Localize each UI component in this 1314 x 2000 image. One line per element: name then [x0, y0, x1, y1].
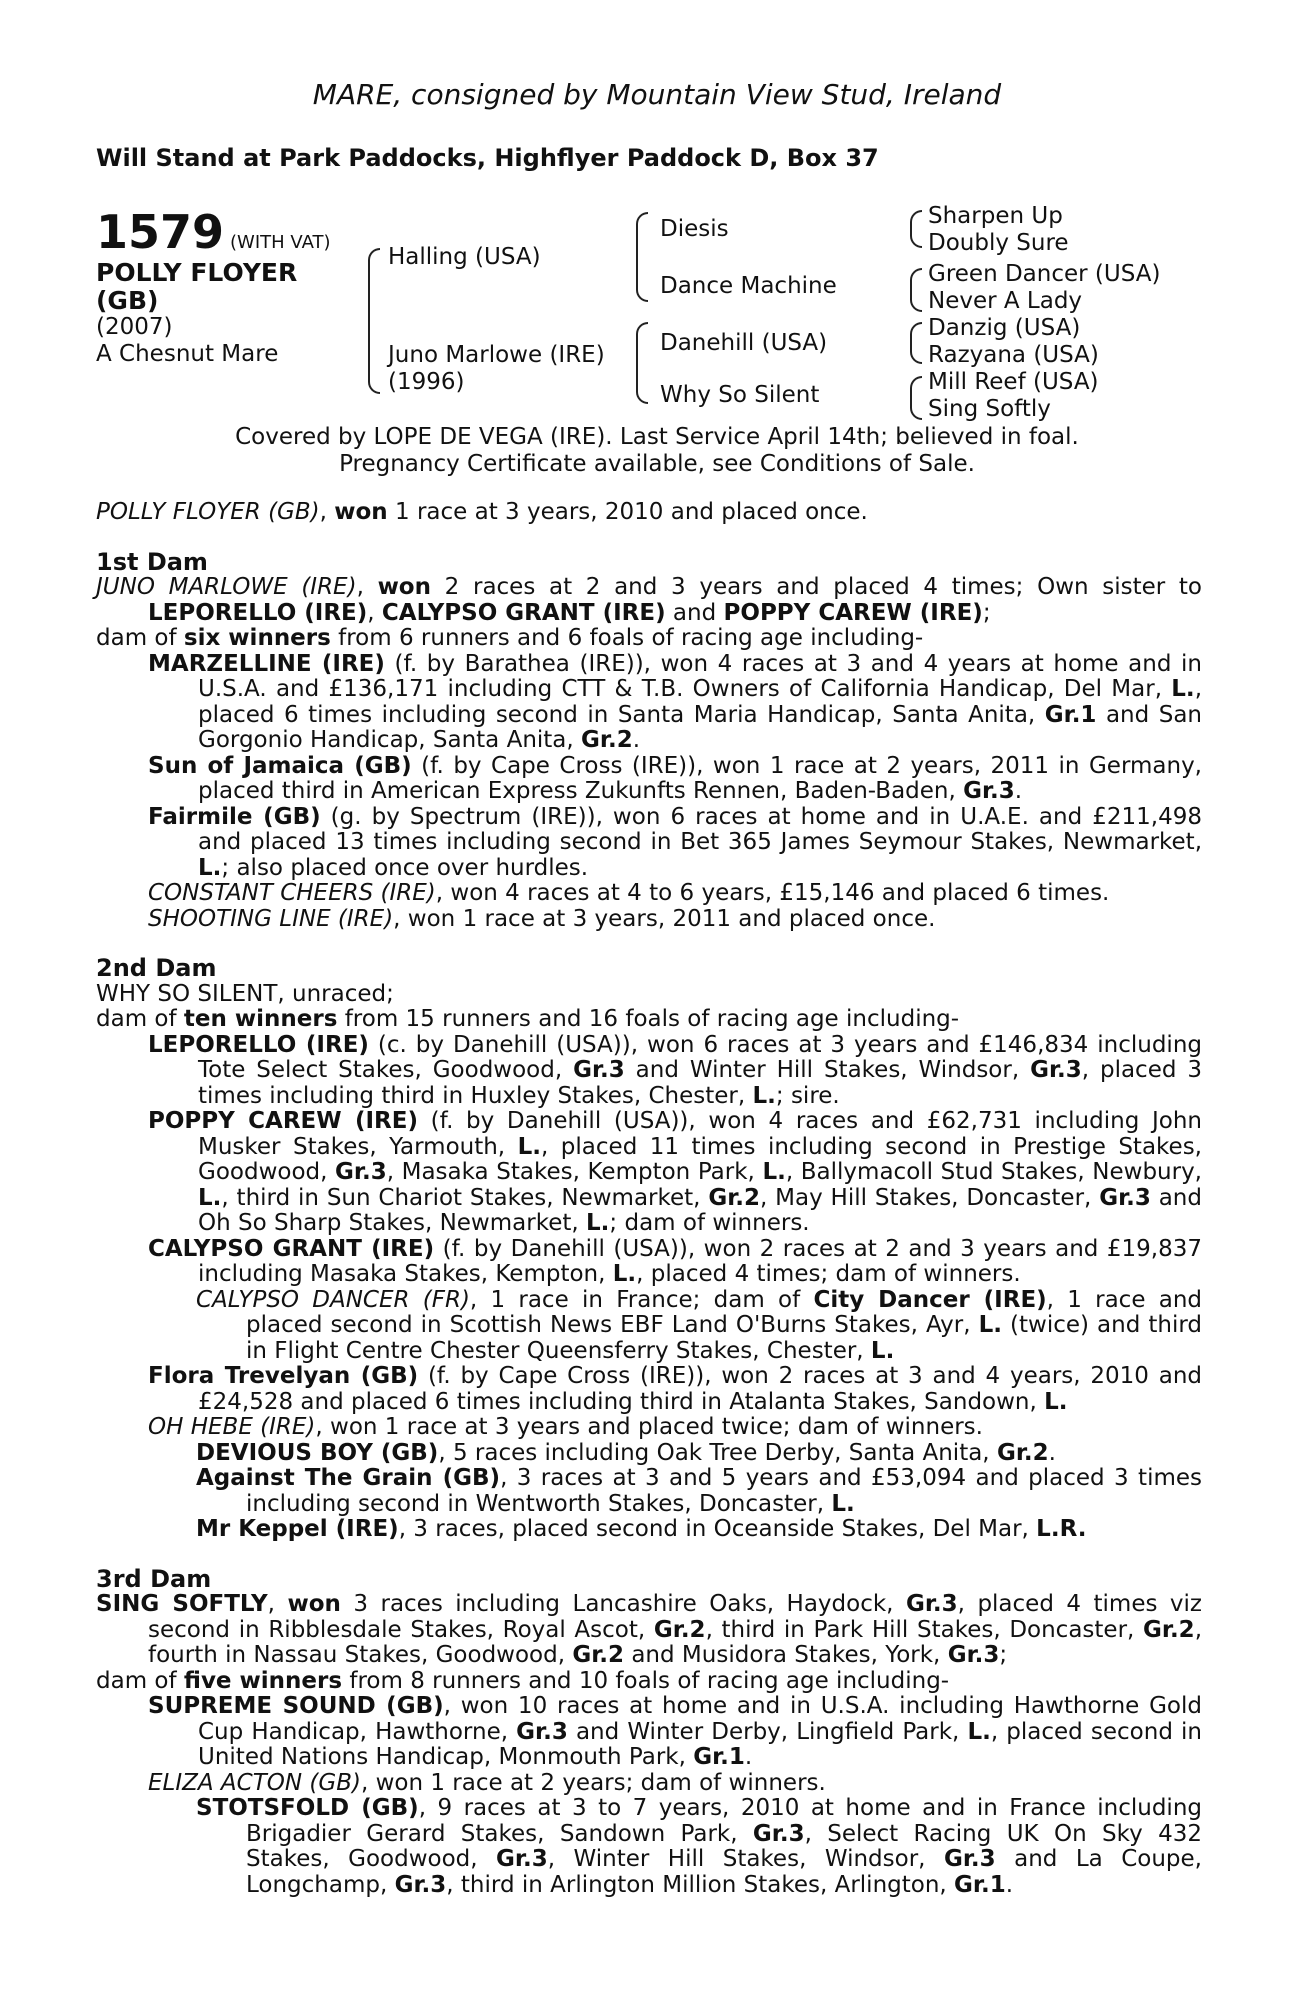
produce-text: .	[1014, 778, 1023, 804]
grandproduce-entry	[96, 1441, 1202, 1467]
sibling-a: LEPORELLO (IRE)	[148, 599, 368, 626]
brace-dam	[636, 322, 648, 404]
pedigree-dam-sire: Danehill (USA)	[660, 330, 828, 356]
pedigree-dam-dam: Why So Silent	[660, 382, 820, 408]
first-dam-name: JUNO MARLOWE (IRE)	[96, 574, 357, 600]
produce-text: ; dam of winners.	[609, 1210, 810, 1236]
race-grade: L.	[198, 1184, 222, 1211]
produce-text: .	[744, 1744, 753, 1770]
pedigree-sdd: Never A Lady	[928, 288, 1083, 314]
first-dam-heading: 1st Dam	[96, 547, 208, 576]
foals-text: from 8 runners and 10 foals of racing age including-	[342, 1667, 950, 1694]
pedigree-dds: Mill Reef (USA)	[928, 369, 1099, 395]
race-grade: L.R.	[1036, 1516, 1087, 1542]
race-grade: Gr.2	[1143, 1616, 1195, 1643]
third-dam-name: SING SOFTLY	[96, 1591, 268, 1617]
produce-name: CALYPSO GRANT (IRE)	[148, 1235, 435, 1262]
pregnancy-line: Pregnancy Certificate available, see Conditions of Sale.	[339, 451, 975, 477]
race-grade: L.	[762, 1159, 786, 1185]
produce-text: , Select Racing UK On Sky 432 Stakes, Goodwood,	[246, 1820, 1202, 1872]
produce-text: and Winter Hill Stakes, Windsor,	[624, 1057, 1031, 1083]
produce-text: .	[1048, 1439, 1056, 1466]
produce-text: (f. by Danehill (USA)), won 2 races at 2 and 3 years and £19,837 including Masaka Stakes, Kempton,	[198, 1235, 1202, 1287]
race-grade: L.	[586, 1210, 610, 1236]
produce-text: , placed 4 times; dam of winners.	[636, 1261, 1021, 1287]
pedigree-ssd: Doubly Sure	[928, 230, 1069, 256]
sep: ,	[267, 1591, 288, 1617]
produce-text: (g. by Spectrum (IRE)), won 6 races at home and in U.A.E. and £211,498 and placed 13 times including second in Bet 365 James Seymour Stakes, Newmarket,	[198, 803, 1202, 855]
sep: ,	[367, 599, 382, 626]
produce-name: City Dancer (IRE)	[813, 1286, 1047, 1313]
produce-entry	[96, 805, 1202, 882]
race-grade: Gr.2	[581, 727, 633, 753]
produce-text: , Ballymacoll Stud Stakes, Newbury,	[785, 1159, 1202, 1185]
produce-name: MARZELLINE (IRE)	[148, 650, 385, 677]
race-grade: L.	[978, 1312, 1002, 1338]
produce-text: , placed 11 times including second in Prestige Stakes, Goodwood,	[198, 1133, 1202, 1185]
race-grade: L.	[831, 1490, 855, 1517]
produce-entry	[96, 652, 1202, 754]
first-dam-text: 2 races at 2 and 3 years and placed 4 times; Own sister to	[431, 574, 1202, 600]
produce-text: and Oh So Sharp Stakes, Newmarket,	[198, 1184, 1202, 1236]
grandproduce-entry	[96, 1796, 1202, 1898]
third-dam-produce-summary	[96, 1669, 1202, 1695]
race-grade: Gr.3	[752, 1820, 805, 1847]
race-grade: Gr.1	[954, 1871, 1006, 1898]
produce-text: ; also placed once over hurdles.	[221, 854, 589, 881]
stand-location: Will Stand at Park Paddocks, Highflyer Paddock D, Box 37	[96, 144, 879, 172]
produce-text: ;	[999, 1642, 1008, 1668]
produce-text: , 5 races including Oak Tree Derby, Santa Anita,	[438, 1439, 997, 1466]
horse-name: POLLY FLOYER	[96, 258, 298, 287]
produce-record	[96, 500, 1202, 1898]
winners-count: five winners	[183, 1667, 343, 1694]
produce-text: , 3 races, placed second in Oceanside Stakes, Del Mar,	[398, 1516, 1037, 1542]
first-dam-won: won	[377, 574, 431, 600]
covering-line: Covered by LOPE DE VEGA (IRE). Last Service April 14th; believed in foal.	[235, 424, 1079, 450]
pedigree-dss: Danzig (USA)	[928, 315, 1081, 341]
sibling-c: POPPY CAREW (IRE)	[723, 599, 983, 626]
race-grade: Gr.3	[394, 1871, 447, 1898]
produce-text: , won 4 races at 4 to 6 years, £15,146 and placed 6 times.	[435, 880, 1110, 906]
produce-entry	[96, 1415, 1202, 1441]
race-grade: L.	[517, 1133, 542, 1160]
produce-text: , Winter Hill Stakes, Windsor,	[547, 1846, 944, 1872]
produce-entry	[96, 754, 1202, 805]
produce-text: , 1 race in France; dam of	[469, 1286, 814, 1313]
race-grade: Gr.3	[1099, 1184, 1151, 1211]
produce-text: (f. by Danehill (USA)), won 4 races and £62,731 including John Musker Stakes, Yarmouth,	[198, 1108, 1202, 1160]
brace-ss	[910, 210, 922, 248]
pedigree-sire-dam: Dance Machine	[660, 273, 837, 299]
pedigree-sss: Sharpen Up	[928, 203, 1063, 229]
pedigree-dsd: Razyana (USA)	[928, 342, 1099, 368]
sibling-b: CALYPSO GRANT (IRE)	[381, 599, 666, 626]
race-grade: Gr.3	[1030, 1057, 1082, 1083]
intro-won: won	[334, 499, 388, 525]
race-grade: Gr.2	[653, 1616, 706, 1643]
produce-entry	[96, 1237, 1202, 1288]
produce-entry	[96, 1364, 1202, 1415]
sep: ;	[982, 599, 991, 626]
pedigree-dam: Juno Marlowe (IRE)	[388, 342, 605, 368]
race-grade: Gr.3	[947, 1642, 1000, 1668]
produce-name: Sun of Jamaica (GB)	[148, 752, 412, 779]
race-grade: Gr.3	[516, 1718, 568, 1745]
race-grade: L.	[1044, 1388, 1068, 1415]
produce-text: , placed second in United Nations Handicap, Monmouth Park,	[198, 1718, 1202, 1770]
produce-text: , won 1 race at 3 years and placed twice; dam of winners.	[315, 1414, 983, 1440]
first-dam-produce-summary	[96, 626, 1202, 652]
race-grade: Gr.3	[943, 1846, 996, 1872]
dam-of: dam of	[96, 625, 184, 651]
produce-name: POPPY CAREW (IRE)	[148, 1108, 418, 1134]
second-dam-produce-summary	[96, 1007, 1202, 1033]
produce-text: , third in Sun Chariot Stakes, Newmarket,	[221, 1184, 709, 1211]
produce-text: .	[1005, 1871, 1014, 1898]
horse-origin: (GB)	[96, 286, 159, 315]
horse-description: A Chesnut Mare	[96, 341, 279, 367]
pedigree-sds: Green Dancer (USA)	[928, 261, 1161, 287]
produce-text: (f. by Cape Cross (IRE)), won 2 races at 3 and 4 years, 2010 and £24,528 and placed 6 times including third in Atalanta Stakes, Sandown,	[198, 1363, 1202, 1415]
produce-name: Mr Keppel (IRE)	[196, 1516, 399, 1542]
produce-text: (f. by Barathea (IRE)), won 4 races at 3 and 4 years at home and in U.S.A. and £136,171 including CTT & T.B. Owners of California Handicap, Del Mar,	[198, 650, 1202, 702]
race-grade: L.	[752, 1082, 776, 1109]
produce-text: ; sire.	[775, 1082, 840, 1109]
produce-text: and Winter Derby, Lingfield Park,	[567, 1718, 968, 1745]
produce-text: 3 races including Lancashire Oaks, Haydock,	[340, 1591, 906, 1617]
produce-text: , won 1 race at 3 years, 2011 and placed once.	[393, 905, 936, 932]
produce-entry	[96, 1109, 1202, 1237]
race-grade: L.	[870, 1337, 895, 1364]
produce-text: , fourth in Nassau Stakes, Goodwood,	[148, 1616, 1202, 1668]
dam-of: dam of	[96, 1667, 184, 1694]
race-grade: L.	[1171, 676, 1195, 702]
grandproduce-entry	[96, 1517, 1202, 1543]
produce-name: CONSTANT CHEERS (IRE)	[148, 880, 436, 906]
intro-name: POLLY FLOYER (GB)	[96, 499, 320, 525]
race-grade: L.	[612, 1261, 637, 1287]
produce-text: (c. by Danehill (USA)), won 6 races at 3 years and £146,834 including Tote Select Stakes, Goodwood,	[198, 1031, 1202, 1083]
winners-count: ten winners	[183, 1006, 338, 1032]
produce-name: STOTSFOLD (GB)	[196, 1795, 419, 1821]
race-grade: Gr.3	[963, 778, 1015, 804]
produce-entry	[96, 1771, 1202, 1797]
race-grade: Gr.2	[708, 1184, 761, 1211]
produce-name: LEPORELLO (IRE)	[148, 1031, 369, 1058]
dam-of: dam of	[96, 1006, 184, 1032]
brace-sire	[636, 212, 648, 302]
produce-text: (f. by Cape Cross (IRE)), won 1 race at 2 years, 2011 in Germany, placed third in American Express Zukunfts Rennen, Baden-Baden,	[198, 752, 1202, 804]
race-grade: Gr.2	[572, 1642, 625, 1668]
produce-name: SUPREME SOUND (GB)	[148, 1693, 444, 1719]
produce-text: , third in Park Hill Stakes, Doncaster,	[705, 1616, 1143, 1643]
produce-name: ELIZA ACTON (GB)	[148, 1769, 361, 1796]
race-grade: Gr.3	[905, 1591, 958, 1617]
race-grade: Gr.1	[693, 1744, 745, 1770]
produce-entry	[96, 1033, 1202, 1110]
produce-text: (twice) and third in Flight Centre Chester Queensferry Stakes, Chester,	[246, 1312, 1202, 1364]
grandproduce-entry	[96, 1288, 1202, 1365]
produce-text: , Masaka Stakes, Kempton Park,	[386, 1159, 763, 1185]
race-grade: Gr.3	[496, 1846, 548, 1872]
intro-rest: 1 race at 3 years, 2010 and placed once.	[387, 499, 868, 525]
brace-ds	[910, 322, 922, 364]
grandproduce-entry	[96, 1466, 1202, 1517]
intro-line: POLLY FLOYER (GB), won 1 race at 3 years, 2010 and placed once.	[96, 499, 868, 525]
race-grade: L.	[198, 854, 222, 881]
produce-text: , May Hill Stakes, Doncaster,	[760, 1184, 1100, 1211]
produce-name: CALYPSO DANCER (FR)	[196, 1286, 470, 1313]
pedigree-sire-sire: Diesis	[660, 216, 729, 242]
horse-year: (2007)	[96, 314, 173, 340]
produce-text: , 9 races at 3 to 7 years, 2010 at home and in France including Brigadier Gerard Stakes, Sandown Park,	[246, 1795, 1202, 1847]
produce-text: , won 10 races at home and in U.S.A. including Hawthorne Gold Cup Handicap, Hawthorne,	[198, 1693, 1202, 1745]
pedigree-ddd: Sing Softly	[928, 396, 1051, 422]
race-grade: Gr.1	[1044, 701, 1097, 728]
produce-text: , 1 race and placed second in Scottish News EBF Land O'Burns Stakes, Ayr,	[246, 1286, 1202, 1338]
second-dam-heading: 2nd Dam	[96, 954, 217, 982]
brace-sd	[910, 268, 922, 312]
brace-gen1	[368, 248, 380, 394]
brace-dd	[910, 376, 922, 420]
produce-text: and La Coupe, Longchamp,	[246, 1846, 1202, 1898]
produce-name: Flora Trevelyan (GB)	[148, 1363, 419, 1389]
produce-entry	[96, 907, 1202, 933]
sep: and	[665, 599, 724, 626]
produce-name: OH HEBE (IRE)	[148, 1414, 316, 1440]
produce-name: SHOOTING LINE (IRE)	[148, 905, 394, 932]
lot-number: 1579	[96, 205, 225, 259]
winners-count: six winners	[183, 625, 331, 651]
produce-entry	[96, 881, 1202, 907]
produce-name: Fairmile (GB)	[148, 803, 321, 830]
foals-text: from 15 runners and 16 foals of racing age including-	[337, 1006, 960, 1032]
covering-notice	[0, 424, 1314, 478]
produce-entry	[96, 1694, 1202, 1771]
race-grade: Gr.2	[996, 1439, 1049, 1466]
lot-number-block	[96, 205, 331, 259]
produce-text: , won 1 race at 2 years; dam of winners.	[360, 1769, 826, 1796]
produce-text: , 3 races at 3 and 5 years and £53,094 and placed 3 times including second in Wentworth Stakes, Doncaster,	[246, 1465, 1203, 1517]
produce-name: Against The Grain (GB)	[196, 1465, 501, 1491]
produce-text: and Musidora Stakes, York,	[624, 1642, 948, 1668]
race-grade: Gr.3	[573, 1057, 625, 1083]
pedigree-sire: Halling (USA)	[388, 244, 541, 270]
produce-text: , third in Arlington Million Stakes, Arlington,	[446, 1871, 955, 1898]
race-grade: L.	[967, 1718, 991, 1745]
race-grade: Gr.3	[335, 1159, 387, 1185]
produce-text: .	[632, 727, 641, 753]
third-dam-line	[96, 1592, 1202, 1669]
produce-text: , placed 4 times viz second in Ribblesdale Stakes, Royal Ascot,	[148, 1591, 1202, 1643]
pedigree-dam-year: (1996)	[388, 369, 465, 395]
third-dam-won: won	[287, 1591, 341, 1617]
produce-text: , placed 3 times including third in Huxley Stakes, Chester,	[198, 1057, 1202, 1109]
foals-text: from 6 runners and 6 foals of racing age including-	[330, 625, 924, 651]
produce-text: and San Gorgonio Handicap, Santa Anita,	[198, 701, 1202, 753]
third-dam-heading: 3rd Dam	[96, 1564, 212, 1593]
vat-note: (WITH VAT)	[230, 232, 331, 253]
produce-text: , placed 6 times including second in Santa Maria Handicap, Santa Anita,	[198, 676, 1202, 728]
produce-name: DEVIOUS BOY (GB)	[196, 1439, 439, 1466]
consignor-line: MARE, consigned by Mountain View Stud, Ireland	[312, 78, 1002, 111]
first-dam-line: JUNO MARLOWE (IRE), won 2 races at 2 and 3 years and placed 4 times; Own sister to LEPORELLO (IRE), CALYPSO GRANT (IRE) and POPPY CAREW (IRE);	[96, 574, 1202, 626]
second-dam-line: WHY SO SILENT, unraced;	[96, 980, 394, 1007]
